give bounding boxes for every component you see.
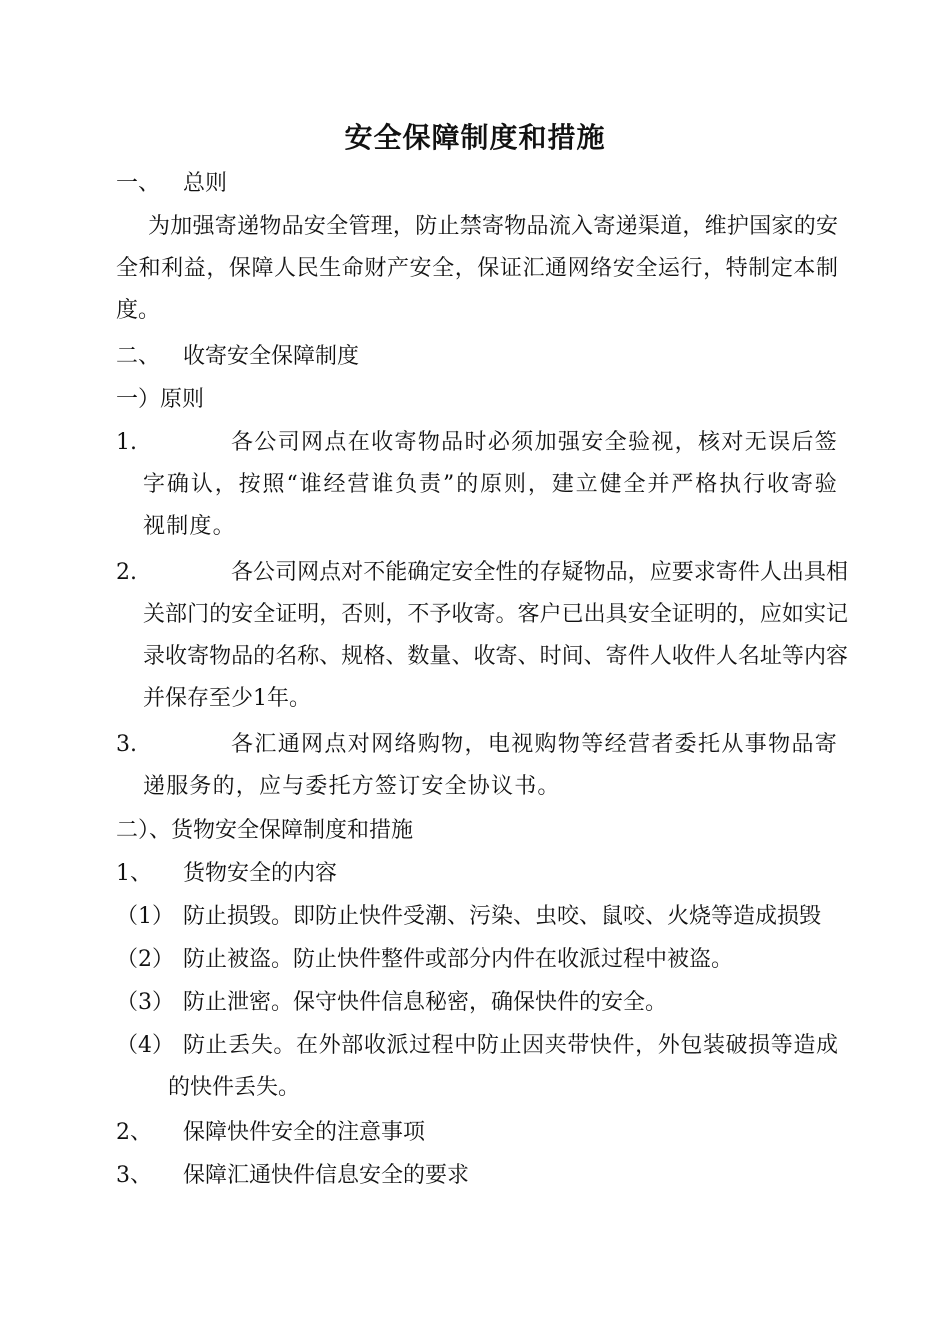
item-3-heading: 保障汇通快件信息安全的要求: [183, 1163, 470, 1188]
list-item-text: 各公司网点对不能确定安全性的存疑物品，应要求寄件人出具相关部门的安全证明，否则，不予收寄。客户已出具安全证明的，应如实记录收寄物品的名称、规格、数量、收寄、时间、寄件人收件人名址等内容并保存至少1年。: [143, 560, 848, 711]
item-3-number: 3、: [116, 1163, 152, 1188]
section-1-heading: 总则: [183, 171, 228, 196]
item-2-heading: 保障快件安全的注意事项: [183, 1120, 426, 1145]
list-item-text: 各公司网点在收寄物品时必须加强安全验视，核对无误后签字确认，按照“谁经营谁负责”的原则，建立健全并严格执行收寄验视制度。: [143, 430, 838, 539]
point-number: （3）: [116, 990, 174, 1015]
point-text: 防止泄密。保守快件信息秘密，确保快件的安全。: [183, 990, 668, 1015]
list-item-number: 3.: [116, 732, 137, 757]
section-1-body: 为加强寄递物品安全管理，防止禁寄物品流入寄递渠道，维护国家的安全和利益，保障人民生命财产安全，保证汇通网络安全运行，特制定本制度。: [116, 214, 838, 323]
section-2-heading: 收寄安全保障制度: [183, 344, 360, 369]
point-number: （4）: [116, 1033, 174, 1058]
point-number: （2）: [116, 947, 174, 972]
list-item-number: 2.: [116, 560, 137, 585]
point-number: （1）: [116, 904, 174, 929]
section-1-number: 一、: [116, 171, 161, 196]
item-1-heading: 货物安全的内容: [183, 861, 338, 886]
section-2-number: 二、: [116, 344, 161, 369]
list-item-number: 1.: [116, 430, 137, 455]
list-item-text: 各汇通网点对网络购物，电视购物等经营者委托从事物品寄递服务的，应与委托方签订安全协议书。: [143, 732, 838, 799]
document-title: 安全保障制度和措施: [344, 121, 606, 154]
subsection-2-heading: 二）、货物安全保障制度和措施: [116, 818, 414, 843]
point-text: 防止损毁。即防止快件受潮、污染、虫咬、鼠咬、火烧等造成损毁: [183, 904, 822, 929]
item-2-number: 2、: [116, 1120, 152, 1145]
subsection-1-heading: 一）原则: [116, 387, 205, 412]
point-text: 防止丢失。在外部收派过程中防止因夹带快件，外包装破损等造成的快件丢失。: [168, 1033, 838, 1100]
point-text: 防止被盗。防止快件整件或部分内件在收派过程中被盗。: [183, 947, 734, 972]
item-1-number: 1、: [116, 861, 152, 886]
